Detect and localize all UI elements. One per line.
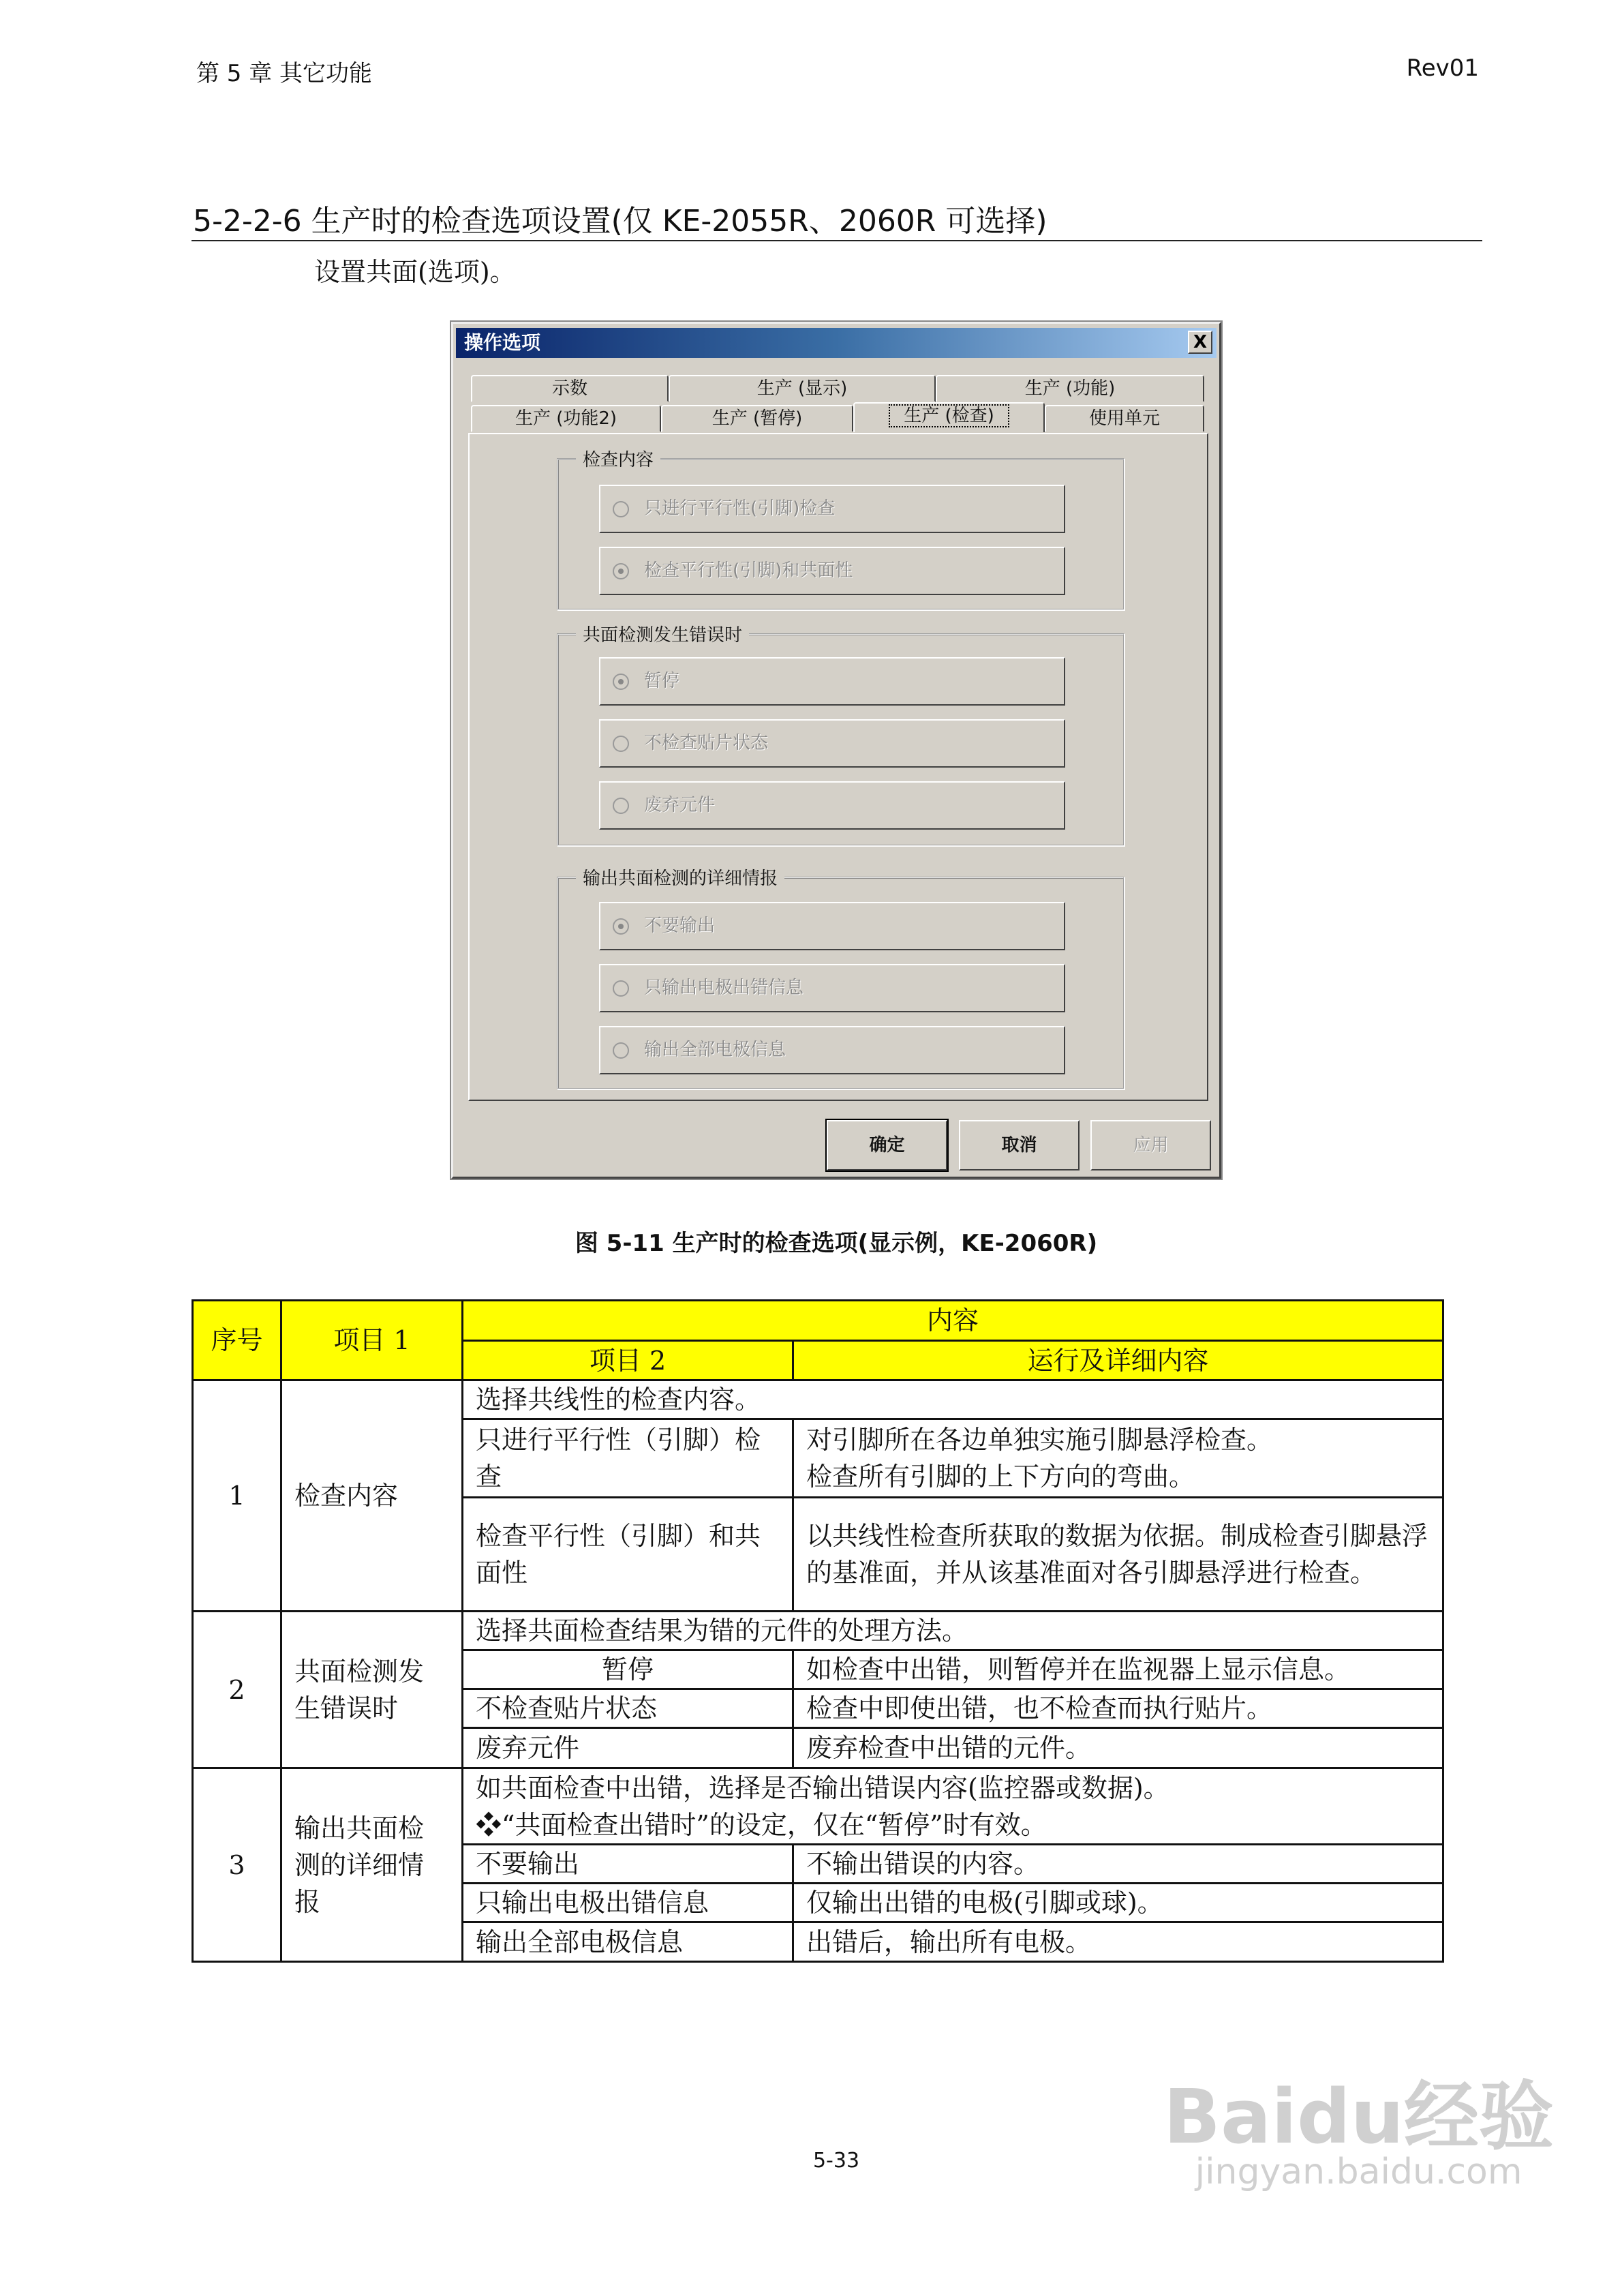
intro-text: 设置共面(选项)。: [314, 257, 516, 287]
cancel-button[interactable]: 取消: [959, 1120, 1080, 1170]
header-item2: 项目 2: [463, 1341, 793, 1380]
row-summary: 选择共面检查结果为错的元件的处理方法。: [463, 1612, 1443, 1650]
option-label: 只输出电极出错信息: [644, 978, 804, 998]
note-text: ❖“共面检查出错时”的设定，仅在“暂停”时有效。: [476, 1809, 1047, 1840]
header-detail: 运行及详细内容: [793, 1341, 1443, 1380]
header-no: 序号: [193, 1301, 281, 1380]
watermark-url: jingyan.baidu.com: [1195, 2151, 1522, 2192]
section-title: 5-2-2-6 生产时的检查选项设置(仅 KE-2055R、2060R 可选择): [193, 204, 1047, 239]
radio-icon: [613, 736, 629, 752]
tab-production-display[interactable]: [669, 375, 936, 402]
option-label: 只进行平行性(引脚)检查: [644, 498, 836, 519]
dialog-titlebar: [456, 328, 1216, 358]
row-detail: 仅输出出错的电极(引脚或球)。: [793, 1884, 1443, 1922]
row-item2: 不检查贴片状态: [463, 1689, 793, 1728]
page-number: 5-33: [812, 2149, 860, 2173]
group-label: 输出共面检测的详细情报: [576, 864, 784, 890]
row-item2: 废弃元件: [463, 1728, 793, 1768]
table-row: [193, 1612, 1443, 1650]
row-detail: 废弃检查中出错的元件。: [793, 1728, 1443, 1768]
row-item2: 暂停: [463, 1650, 793, 1689]
radio-icon: [613, 798, 629, 814]
option-label: 不检查贴片状态: [644, 733, 769, 753]
tab-label: 生产 (功能): [1024, 378, 1116, 399]
row-item1: 检查内容: [281, 1380, 463, 1612]
tab-production-function[interactable]: [936, 375, 1204, 402]
row-item2: 只进行平行性（引脚）检查: [463, 1419, 793, 1498]
row-detail: 对引脚所在各边单独实施引脚悬浮检查。 检查所有引脚的上下方向的弯曲。: [793, 1419, 1443, 1498]
revision: Rev01: [1406, 55, 1479, 82]
option-label: 检查平行性(引脚)和共面性: [644, 560, 853, 581]
option-output-all[interactable]: [599, 1026, 1065, 1074]
title-rule: [192, 240, 1482, 241]
radio-icon: [613, 501, 629, 517]
row-item1: 输出共面检测的详细情报: [281, 1768, 463, 1962]
row-detail: 出错后，输出所有电极。: [793, 1922, 1443, 1962]
option-label: 不要输出: [644, 916, 716, 936]
row-detail: 不输出错误的内容。: [793, 1845, 1443, 1884]
tab-use-unit[interactable]: [1045, 405, 1204, 432]
options-table: [192, 1299, 1444, 1963]
tab-production-function2[interactable]: [471, 405, 661, 432]
option-pause[interactable]: [599, 657, 1065, 706]
tab-label: 使用单元: [1088, 408, 1160, 429]
row-summary: [463, 1768, 1443, 1845]
row-item2: 检查平行性（引脚）和共面性: [463, 1498, 793, 1612]
row-summary: 选择共线性的检查内容。: [463, 1380, 1443, 1419]
header-item1: 项目 1: [281, 1301, 463, 1380]
tab-teach[interactable]: [471, 375, 669, 402]
radio-selected-icon: [613, 563, 629, 579]
watermark-logo: Baidu经验: [1163, 2073, 1554, 2160]
row-no: 3: [193, 1768, 281, 1962]
tab-production-pause[interactable]: [661, 405, 853, 432]
row-item2: 输出全部电极信息: [463, 1922, 793, 1962]
option-no-output[interactable]: [599, 902, 1065, 950]
row-detail: 如检查中出错，则暂停并在监视器上显示信息。: [793, 1650, 1443, 1689]
row-detail: 以共线性检查所获取的数据为依据。制成检查引脚悬浮的基准面，并从该基准面对各引脚悬浮进行检查。: [793, 1498, 1443, 1612]
summary-text: 如共面检查中出错，选择是否输出错误内容(监控器或数据)。: [476, 1772, 1169, 1803]
option-discard[interactable]: [599, 781, 1065, 830]
row-item2: 只输出电极出错信息: [463, 1884, 793, 1922]
figure-caption: 图 5-11 生产时的检查选项(显示例，KE-2060R): [575, 1230, 1098, 1257]
header-content: 内容: [463, 1301, 1443, 1341]
radio-selected-icon: [613, 918, 629, 935]
group-label: 检查内容: [576, 446, 660, 471]
dialog-title: 操作选项: [464, 331, 541, 354]
row-no: 2: [193, 1612, 281, 1768]
option-output-error-only[interactable]: [599, 964, 1065, 1012]
operation-options-dialog: [451, 322, 1221, 1179]
row-detail: 检查中即使出错，也不检查而执行贴片。: [793, 1689, 1443, 1728]
group-label: 共面检测发生错误时: [576, 621, 749, 646]
tab-label: 生产 (显示): [756, 378, 848, 399]
option-parallel-and-coplanarity[interactable]: [599, 547, 1065, 595]
tab-label: 生产 (暂停): [711, 408, 803, 429]
radio-icon: [613, 1042, 629, 1059]
tab-label: 生产 (功能2): [515, 408, 617, 429]
option-no-check-mount[interactable]: [599, 719, 1065, 768]
close-button[interactable]: X: [1188, 331, 1212, 354]
tab-label: 生产 (检查): [890, 406, 1008, 426]
tab-production-check[interactable]: [853, 402, 1045, 432]
option-label: 暂停: [644, 671, 680, 691]
row-item2: 不要输出: [463, 1845, 793, 1884]
table-row: [193, 1768, 1443, 1845]
chapter-header: 第 5 章 其它功能: [196, 60, 373, 87]
option-label: 废弃元件: [644, 795, 716, 815]
apply-button[interactable]: 应用: [1090, 1120, 1211, 1170]
tab-label: 示数: [551, 378, 587, 399]
option-parallel-only[interactable]: [599, 485, 1065, 533]
row-item1: 共面检测发生错误时: [281, 1612, 463, 1768]
radio-selected-icon: [613, 674, 629, 690]
radio-icon: [613, 980, 629, 997]
row-no: 1: [193, 1380, 281, 1612]
option-label: 输出全部电极信息: [644, 1040, 786, 1060]
table-row: [193, 1380, 1443, 1419]
baidu-watermark: [1163, 2073, 1554, 2192]
ok-button[interactable]: 确定: [827, 1120, 947, 1170]
